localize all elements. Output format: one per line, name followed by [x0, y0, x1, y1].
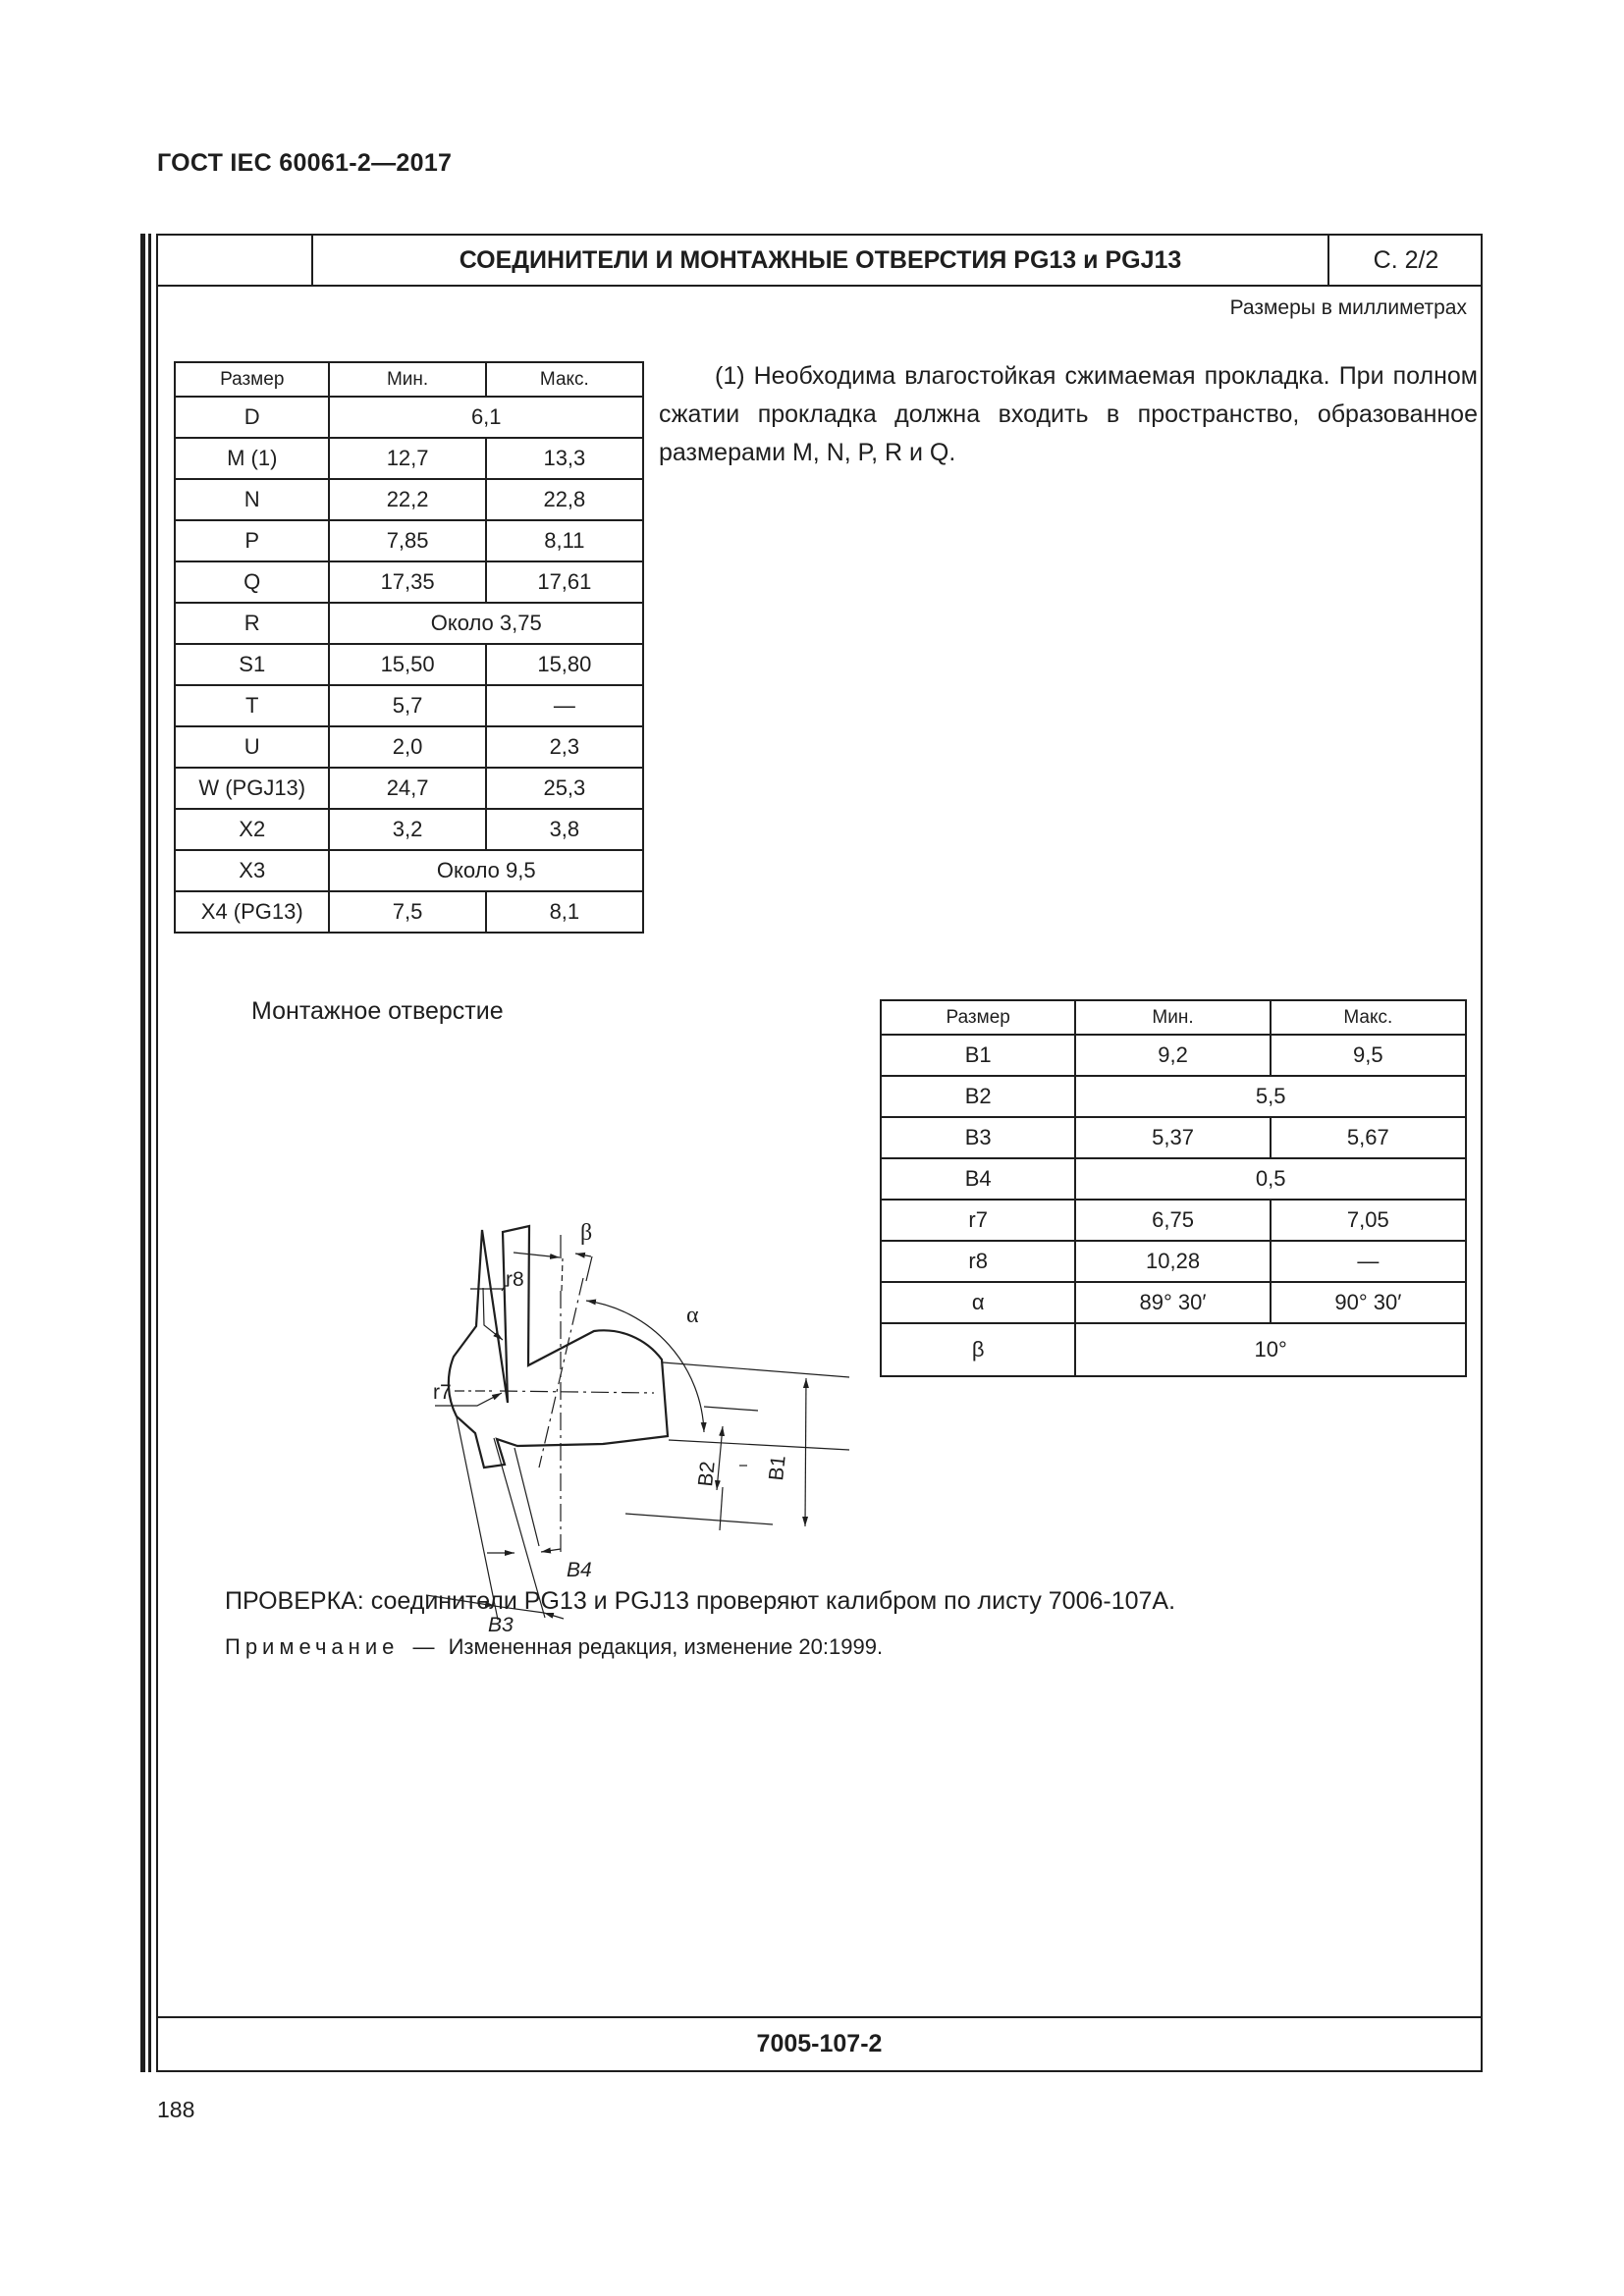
cell-max: — [486, 685, 643, 726]
column-header: Размер [881, 1000, 1075, 1035]
cell-size-name: X4 (PG13) [175, 891, 329, 933]
cell-max: 15,80 [486, 644, 643, 685]
table-row [175, 891, 643, 933]
cell-size-name: T [175, 685, 329, 726]
margin-bar [140, 234, 145, 2072]
label-b4: B4 [567, 1559, 592, 1581]
cell-size-name: D [175, 397, 329, 438]
cell-max: 8,11 [486, 520, 643, 561]
column-header: Мин. [1075, 1000, 1270, 1035]
cell-min: 7,5 [329, 891, 485, 933]
cell-min: 15,50 [329, 644, 485, 685]
table-row [175, 850, 643, 891]
cell-size-name: r7 [881, 1200, 1075, 1241]
cell-min: 5,37 [1075, 1117, 1270, 1158]
cell-size-name: X2 [175, 809, 329, 850]
cell-min: 10,28 [1075, 1241, 1270, 1282]
table-row [175, 561, 643, 603]
cell-max: — [1271, 1241, 1466, 1282]
cell-min: 10° [1075, 1323, 1466, 1376]
cell-min: 5,7 [329, 685, 485, 726]
cell-size-name: U [175, 726, 329, 768]
cell-size-name: β [881, 1323, 1075, 1376]
note-line [225, 1634, 883, 1660]
table-row [175, 768, 643, 809]
cell-size-name: B3 [881, 1117, 1075, 1158]
note-dash: — [412, 1634, 435, 1659]
cell-size-name: P [175, 520, 329, 561]
cell-size-name: Q [175, 561, 329, 603]
label-r8: r8 [506, 1268, 524, 1291]
cell-max: 90° 30′ [1271, 1282, 1466, 1323]
mounting-hole-drawing [237, 1026, 924, 1772]
label-beta: β [580, 1220, 593, 1246]
cell-size-name: M (1) [175, 438, 329, 479]
cell-size-name: X3 [175, 850, 329, 891]
cell-max: 9,5 [1271, 1035, 1466, 1076]
table-row [175, 644, 643, 685]
centerline-horizontal [500, 1391, 654, 1393]
gauge-check-text: ПРОВЕРКА: соединители PG13 и PGJ13 проверяют калибром по листу 7006-107A. [225, 1587, 1176, 1615]
figure-title: Монтажное отверстие [251, 997, 504, 1025]
table-row [175, 438, 643, 479]
cell-max: 2,3 [486, 726, 643, 768]
table-row [175, 809, 643, 850]
cell-min: 6,75 [1075, 1200, 1270, 1241]
cell-min: 6,1 [329, 397, 643, 438]
label-b1: B1 [765, 1454, 790, 1482]
column-header: Мин. [329, 362, 485, 397]
title-row [158, 236, 1481, 287]
table-row [881, 1241, 1466, 1282]
table-row [175, 397, 643, 438]
cell-size-name: B1 [881, 1035, 1075, 1076]
table-row [175, 479, 643, 520]
cell-min: 12,7 [329, 438, 485, 479]
sheet-title: СОЕДИНИТЕЛИ И МОНТАЖНЫЕ ОТВЕРСТИЯ PG13 и PGJ13 [313, 236, 1329, 285]
table-row [881, 1200, 1466, 1241]
cell-min: Около 3,75 [329, 603, 643, 644]
cell-min: 24,7 [329, 768, 485, 809]
column-header: Макс. [486, 362, 643, 397]
cell-min: 2,0 [329, 726, 485, 768]
cell-size-name: B2 [881, 1076, 1075, 1117]
label-b3: B3 [488, 1614, 514, 1636]
table-row [881, 1076, 1466, 1117]
note-text: Измененная редакция, изменение 20:1999. [448, 1634, 884, 1659]
cell-max: 8,1 [486, 891, 643, 933]
cell-min: 0,5 [1075, 1158, 1466, 1200]
cell-min: Около 9,5 [329, 850, 643, 891]
cell-min: 5,5 [1075, 1076, 1466, 1117]
mounting-hole-table [880, 999, 1467, 1377]
cell-size-name: N [175, 479, 329, 520]
sheet-number: С. 2/2 [1373, 245, 1439, 274]
note-label: Примечание [225, 1634, 400, 1659]
cell-min: 7,85 [329, 520, 485, 561]
label-alpha: α [686, 1303, 699, 1328]
cell-max: 3,8 [486, 809, 643, 850]
column-header: Размер [175, 362, 329, 397]
margin-bar [148, 234, 151, 2072]
column-header: Макс. [1271, 1000, 1466, 1035]
table-row [881, 1117, 1466, 1158]
table-row [881, 1035, 1466, 1076]
cell-min: 3,2 [329, 809, 485, 850]
cell-max: 7,05 [1271, 1200, 1466, 1241]
cell-min: 89° 30′ [1075, 1282, 1270, 1323]
cell-min: 17,35 [329, 561, 485, 603]
label-b2: B2 [694, 1460, 720, 1488]
centerline-vertical [562, 1258, 563, 1291]
cell-min: 9,2 [1075, 1035, 1270, 1076]
sheet-footer-code: 7005-107-2 [158, 2016, 1481, 2070]
footnote-1: (1) Необходима влагостойкая сжимаемая прокладка. При полном сжатии прокладка должна входить в пространство, образованное размерами M, N, P, R и Q. [659, 362, 1478, 466]
units-note: Размеры в миллиметрах [1229, 296, 1467, 319]
page-number: 188 [157, 2097, 195, 2122]
cell-max: 5,67 [1271, 1117, 1466, 1158]
data-sheet [156, 234, 1483, 2072]
table-row [175, 726, 643, 768]
table-row [881, 1282, 1466, 1323]
table-row [175, 685, 643, 726]
document-header: ГОСТ IEC 60061-2—2017 [157, 149, 453, 177]
cell-size-name: r8 [881, 1241, 1075, 1282]
label-r7: r7 [433, 1381, 452, 1404]
table-row [175, 520, 643, 561]
cell-size-name: S1 [175, 644, 329, 685]
table-row [175, 603, 643, 644]
cell-size-name: α [881, 1282, 1075, 1323]
table-header-row [881, 1000, 1466, 1035]
table-row [881, 1158, 1466, 1200]
cell-size-name: W (PGJ13) [175, 768, 329, 809]
cell-size-name: B4 [881, 1158, 1075, 1200]
dimensions-table [174, 361, 644, 934]
cell-max: 13,3 [486, 438, 643, 479]
cell-min: 22,2 [329, 479, 485, 520]
cell-max: 25,3 [486, 768, 643, 809]
cell-size-name: R [175, 603, 329, 644]
cell-max: 17,61 [486, 561, 643, 603]
table-row [881, 1323, 1466, 1376]
hole-outline [449, 1226, 668, 1468]
table-header-row [175, 362, 643, 397]
cell-max: 22,8 [486, 479, 643, 520]
